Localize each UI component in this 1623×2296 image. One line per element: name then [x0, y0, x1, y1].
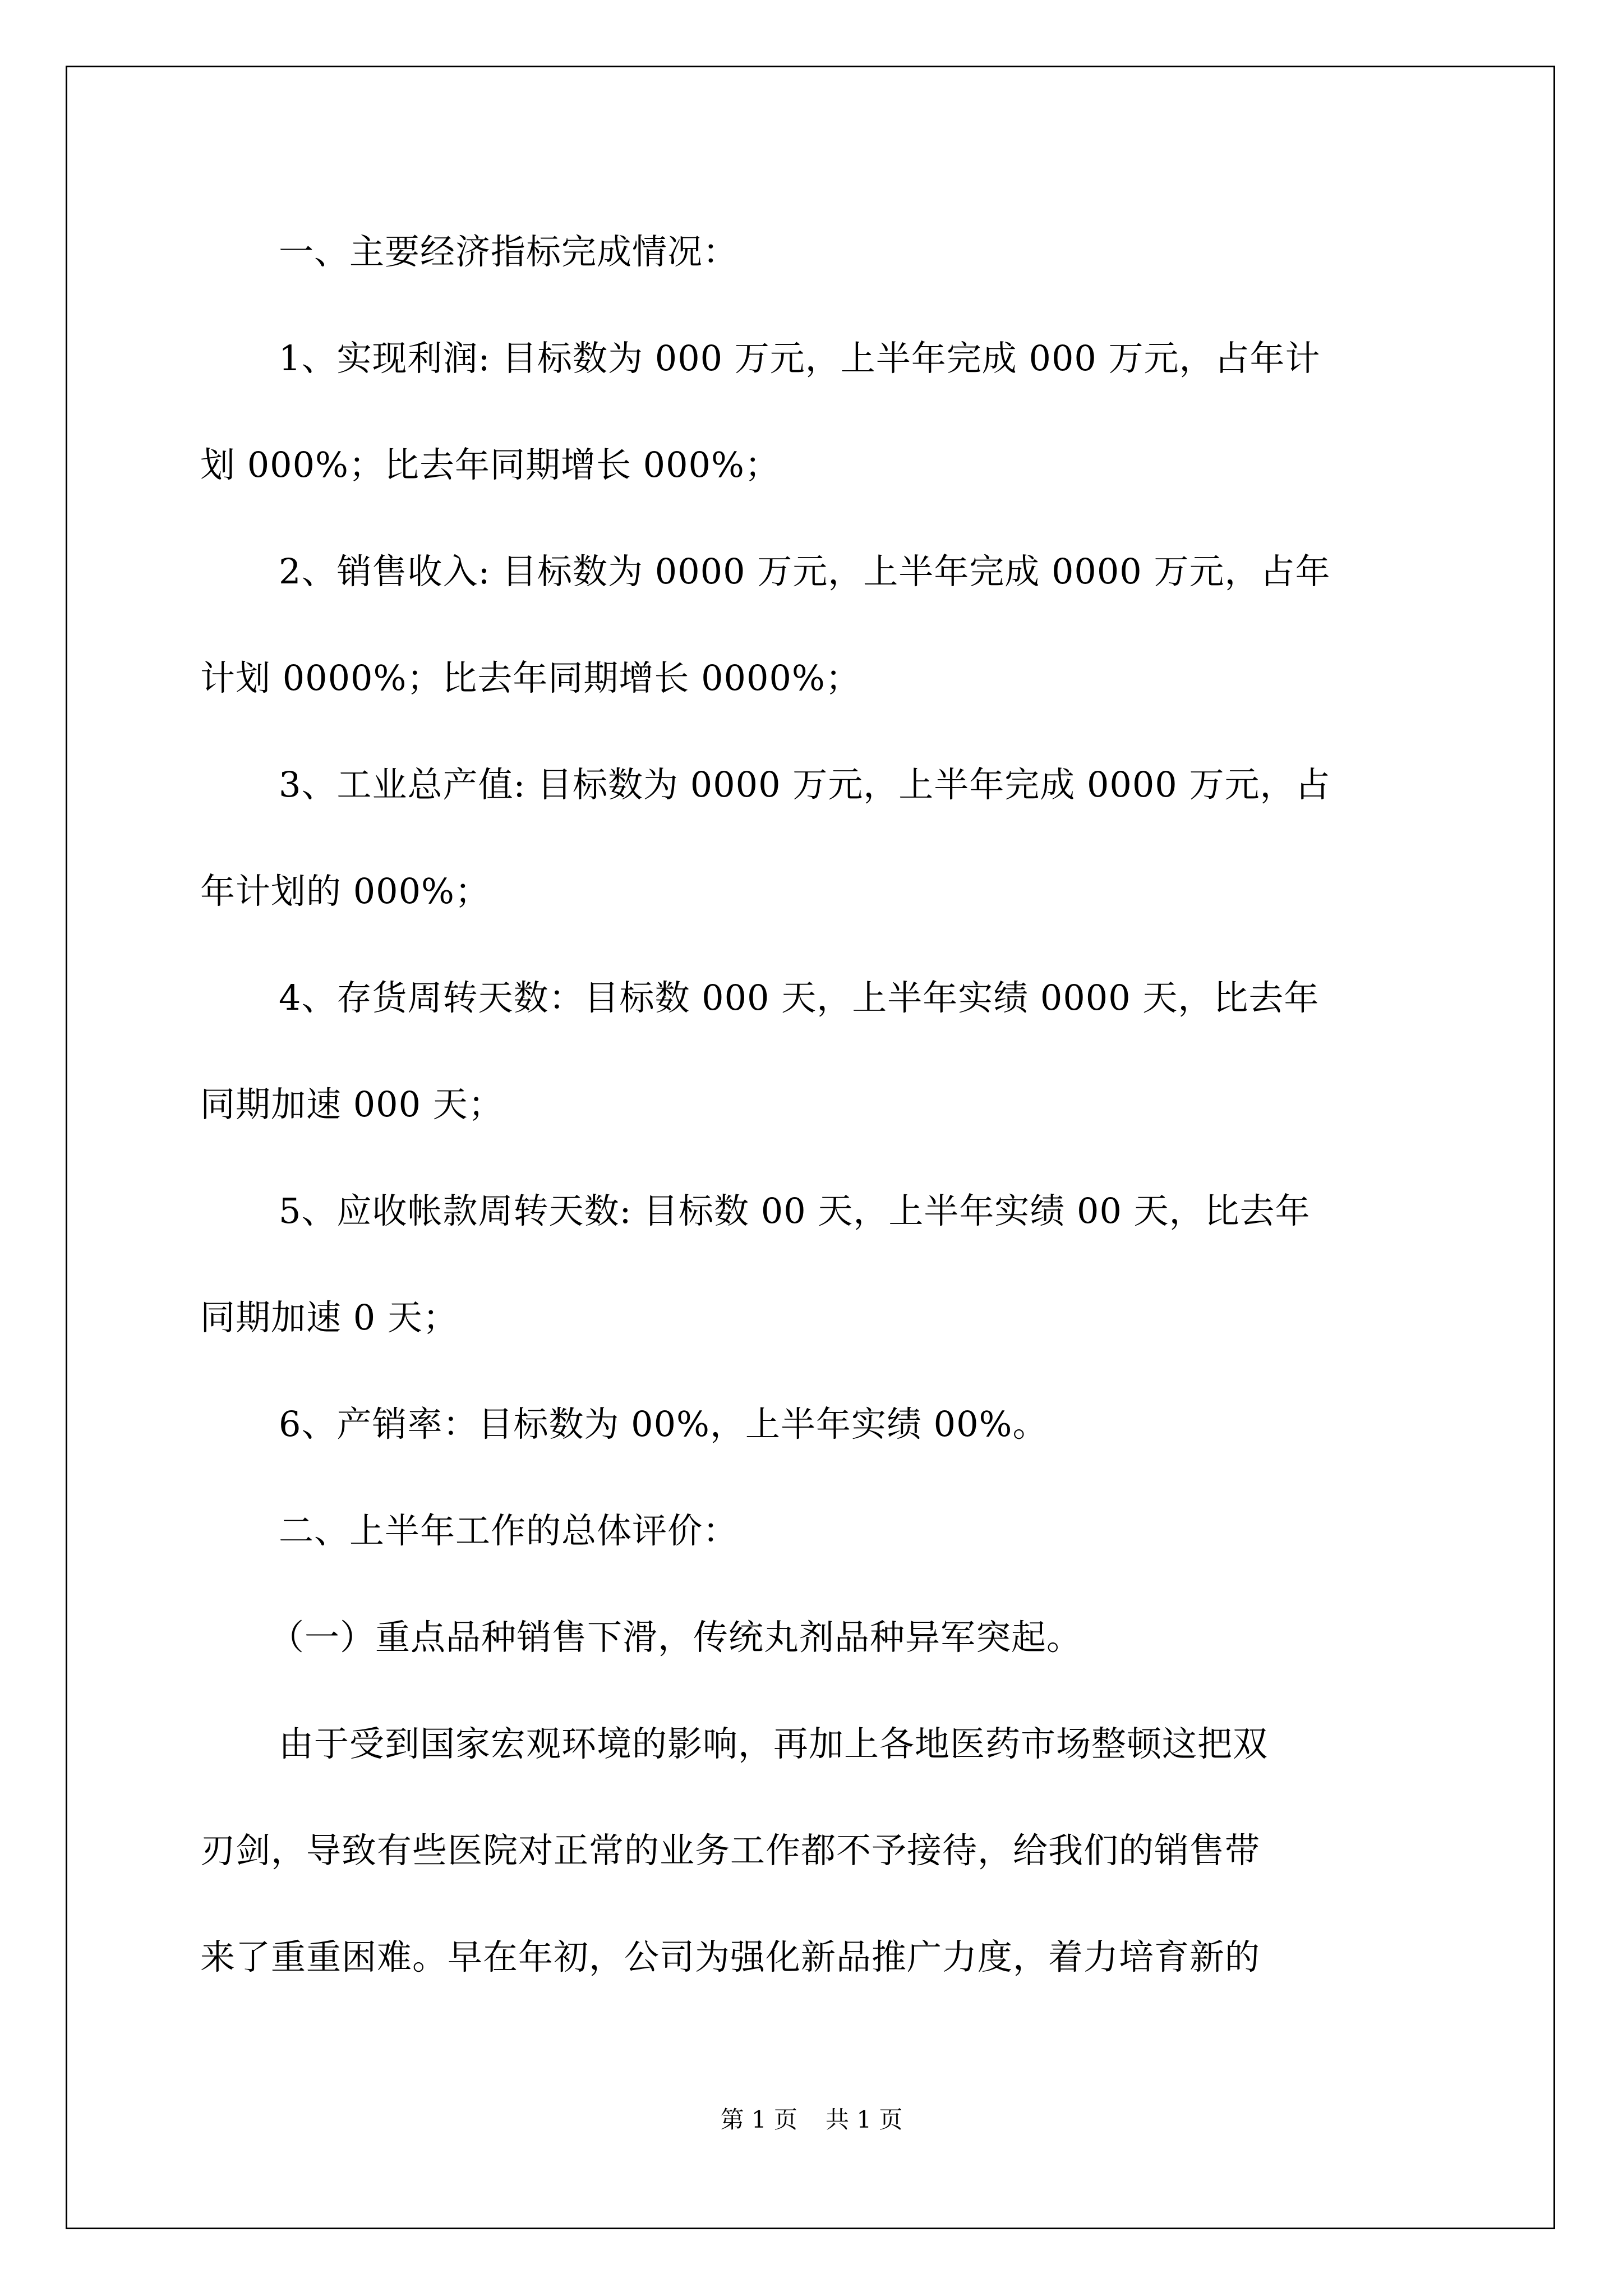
paragraph-line: 1、实现利润: 目标数为 000 万元，上半年完成 000 万元，占年计: [279, 338, 1321, 379]
paragraph-line: 4、存货周转天数：目标数 000 天，上半年实绩 0000 天，比去年: [279, 977, 1320, 1018]
page-border: [66, 66, 1555, 2229]
paragraph-line: 划 000%；比去年同期增长 000%；: [200, 444, 780, 485]
page-footer: [0, 2108, 1623, 2132]
paragraph-line: 年计划的 000%；: [200, 871, 490, 912]
section-heading-2: 二、上半年工作的总体评价：: [279, 1510, 739, 1551]
paragraph-line: 刃剑，导致有些医院对正常的业务工作都不予接待，给我们的销售带: [200, 1830, 1261, 1871]
page-number: 第 1 页: [720, 2106, 797, 2133]
paragraph-line: 计划 0000%；比去年同期增长 0000%；: [200, 657, 861, 698]
paragraph-line: 2、销售收入: 目标数为 0000 万元，上半年完成 0000 万元，占年: [279, 551, 1331, 592]
page-total: 共 1 页: [826, 2106, 903, 2133]
paragraph-line: 来了重重困难。早在年初，公司为强化新品推广力度，着力培育新的: [200, 1936, 1261, 1977]
paragraph-line: 5、应收帐款周转天数: 目标数 00 天，上半年实绩 00 天，比去年: [279, 1190, 1311, 1231]
paragraph-line: 6、产销率：目标数为 00%，上半年实绩 00%。: [279, 1404, 1048, 1444]
paragraph-line: 同期加速 0 天；: [200, 1297, 458, 1338]
paragraph-line: 3、工业总产值: 目标数为 0000 万元，上半年完成 0000 万元，占: [279, 764, 1331, 805]
paragraph-line: 同期加速 000 天；: [200, 1084, 504, 1125]
section-heading-1: 一、主要经济指标完成情况：: [279, 231, 739, 272]
paragraph-line: 由于受到国家宏观环境的影响，再加上各地医药市场整顿这把双: [279, 1723, 1269, 1764]
subsection-heading: （一）重点品种销售下滑，传统丸剂品种异军突起。: [269, 1617, 1082, 1658]
